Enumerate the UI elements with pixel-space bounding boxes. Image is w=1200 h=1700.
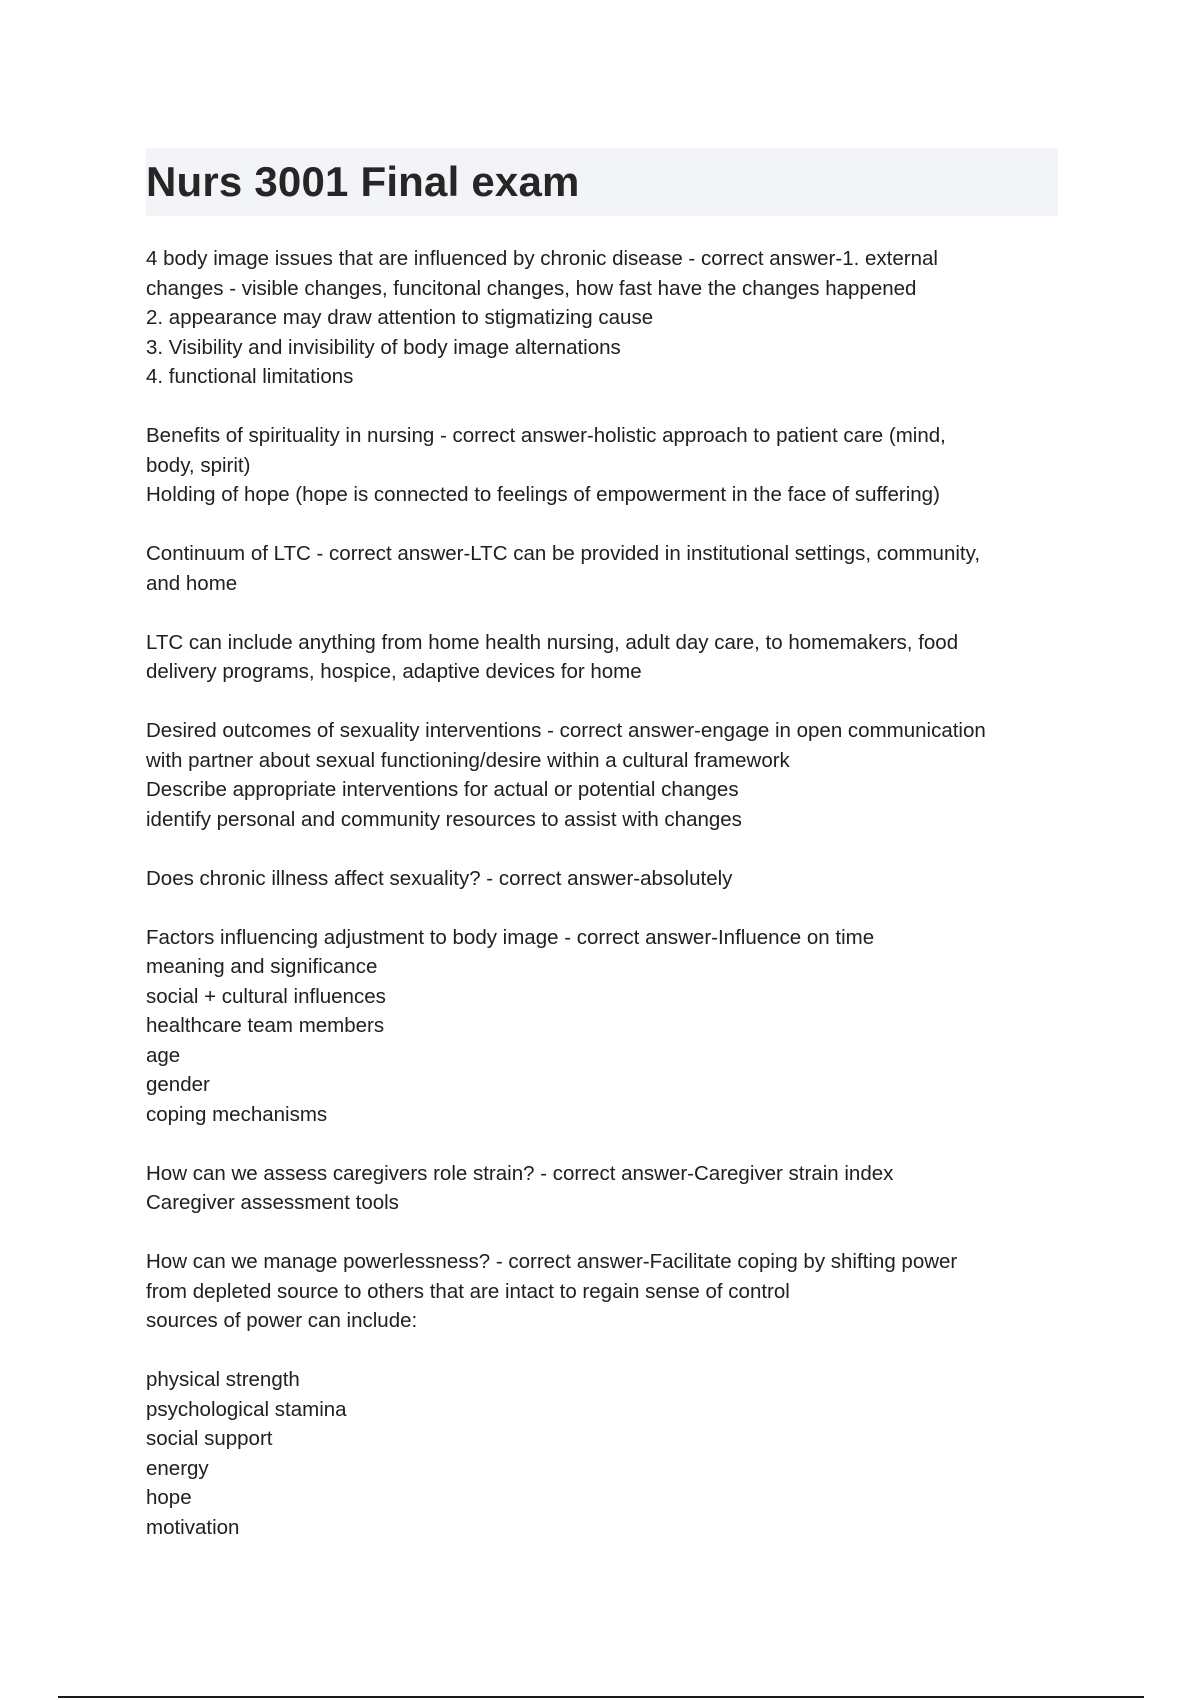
text-line: How can we assess caregivers role strain? - correct answer-Caregiver strain index <box>146 1161 894 1185</box>
text-line: motivation <box>146 1515 240 1539</box>
text-line: social + cultural influences <box>146 984 386 1008</box>
text-line: and home <box>146 571 238 595</box>
document-page <box>146 148 1058 1572</box>
qa-entry <box>146 1159 1058 1218</box>
text-line: body, spirit) <box>146 453 251 477</box>
text-line: 4 body image issues that are influenced by chronic disease - correct answer-1. external <box>146 247 938 270</box>
text-line: Holding of hope (hope is connected to feelings of empowerment in the face of suffering) <box>146 483 940 506</box>
text-line: coping mechanisms <box>146 1102 328 1126</box>
text-line: 2. appearance may draw attention to stigmatizing cause <box>146 306 654 329</box>
qa-entry <box>146 539 1058 687</box>
text-line: Factors influencing adjustment to body image - correct answer-Influence on time <box>146 925 875 949</box>
qa-entry <box>146 864 1058 894</box>
text-line: from depleted source to others that are intact to regain sense of control <box>146 1279 790 1303</box>
text-line: Does chronic illness affect sexuality? - correct answer-absolutely <box>146 866 733 890</box>
qa-entry <box>146 1247 1058 1542</box>
text-line: Caregiver assessment tools <box>146 1191 399 1214</box>
text-line: Describe appropriate interventions for actual or potential changes <box>146 778 739 801</box>
text-line: gender <box>146 1073 210 1096</box>
entries-list <box>146 244 1058 1542</box>
text-line: changes - visible changes, funcitonal changes, how fast have the changes happened <box>146 276 917 300</box>
text-line: psychological stamina <box>146 1397 347 1421</box>
text-line: 4. functional limitations <box>146 365 354 388</box>
text-line: identify personal and community resources to assist with changes <box>146 807 742 831</box>
text-line: meaning and significance <box>146 955 378 978</box>
bottom-divider <box>58 1696 1144 1698</box>
text-line: hope <box>146 1486 192 1509</box>
qa-entry <box>146 244 1058 392</box>
text-line: social support <box>146 1427 273 1450</box>
qa-entry <box>146 421 1058 510</box>
title-bar <box>146 148 1058 216</box>
qa-entry <box>146 716 1058 834</box>
text-line: Benefits of spirituality in nursing - correct answer-holistic approach to patient care (mind, <box>146 424 946 447</box>
text-line: healthcare team members <box>146 1014 385 1037</box>
text-line: physical strength <box>146 1368 300 1391</box>
text-line: Desired outcomes of sexuality interventions - correct answer-engage in open communication <box>146 719 986 742</box>
text-line: with partner about sexual functioning/desire within a cultural framework <box>146 748 790 772</box>
blank-line <box>146 598 1058 628</box>
text-line: energy <box>146 1456 209 1480</box>
qa-entry <box>146 923 1058 1130</box>
page-title: Nurs 3001 Final exam <box>146 158 580 205</box>
text-line: 3. Visibility and invisibility of body image alternations <box>146 335 621 359</box>
blank-line <box>146 1336 1058 1366</box>
text-line: delivery programs, hospice, adaptive devices for home <box>146 660 642 683</box>
text-line: How can we manage powerlessness? - correct answer-Facilitate coping by shifting power <box>146 1250 958 1273</box>
text-line: sources of power can include: <box>146 1309 418 1332</box>
text-line: Continuum of LTC - correct answer-LTC can be provided in institutional settings, community, <box>146 542 981 565</box>
text-line: age <box>146 1043 181 1067</box>
text-line: LTC can include anything from home health nursing, adult day care, to homemakers, food <box>146 630 959 654</box>
